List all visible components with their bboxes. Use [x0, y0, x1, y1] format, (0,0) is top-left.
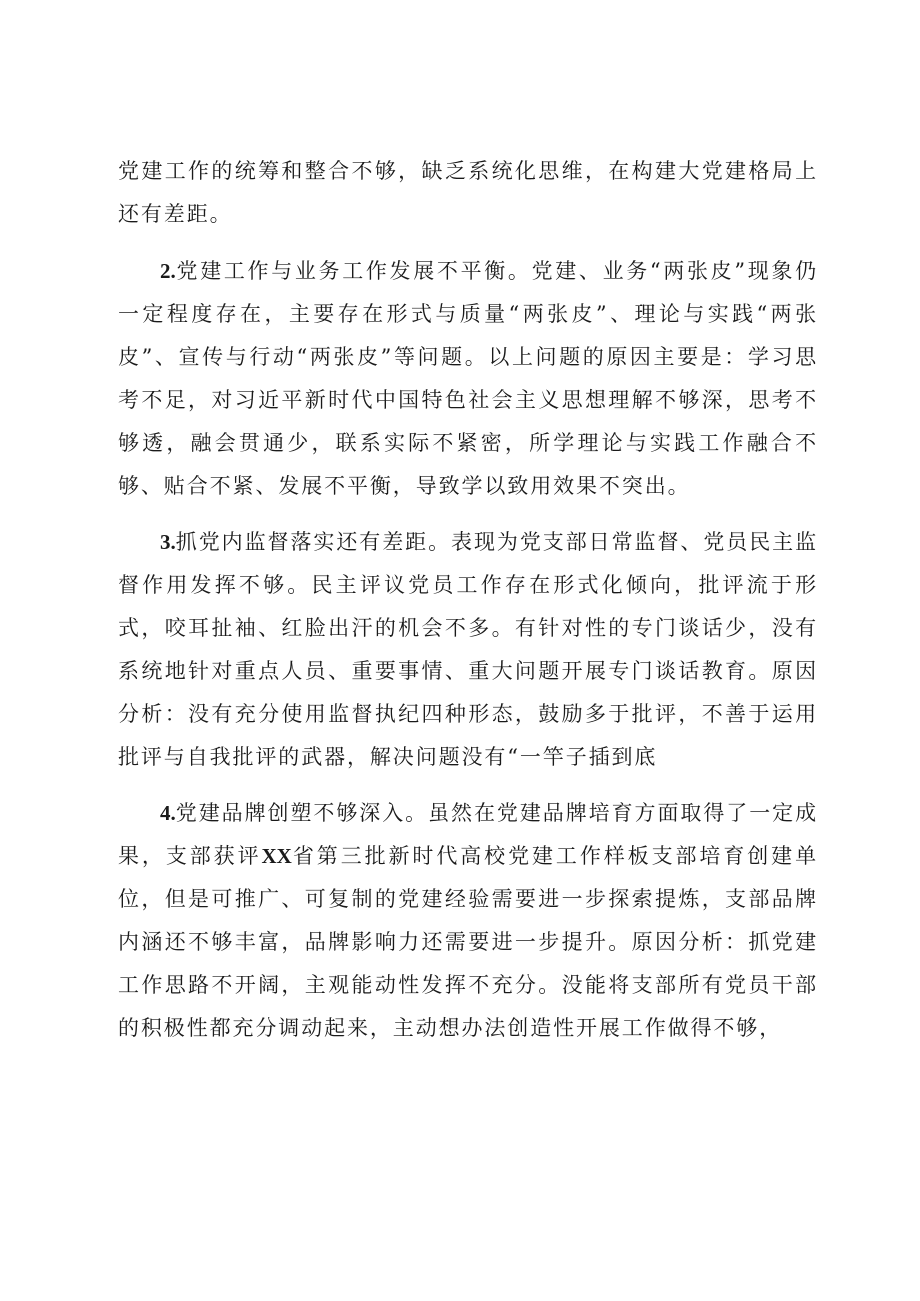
paragraph-3: [118, 521, 818, 779]
document-body: [118, 150, 818, 1050]
paragraph-1-text: 党建工作的统筹和整合不够，缺乏系统化思维，在构建大党建格局上还有差距。: [118, 159, 818, 226]
paragraph-4-number: 4: [160, 801, 171, 825]
paragraph-2: [118, 250, 818, 508]
paragraph-4-text-before: 党建品牌创塑不够深入。虽然在党建品牌培育方面取得了一定成果，支部获评: [118, 801, 818, 868]
paragraph-1: [118, 150, 818, 236]
paragraph-4-bold-placeholder: XX: [261, 844, 292, 868]
paragraph-4-separator: .: [170, 801, 176, 825]
paragraph-3-separator: .: [170, 530, 176, 554]
paragraph-2-number: 2: [160, 259, 171, 283]
paragraph-3-number: 3: [160, 530, 171, 554]
paragraph-4-text-after: 省第三批新时代高校党建工作样板支部培育创建单位，但是可推广、可复制的党建经验需要进一步探索提炼，支部品牌内涵还不够丰富，品牌影响力还需要进一步提升。原因分析：抓党建工作思路不开阔，主观能动性发挥不充分。没能将支部所有党员干部的积极性都充分调动起来，主动想办法创造性开展工作做得不够，: [118, 844, 818, 1040]
paragraph-2-separator: .: [170, 259, 176, 283]
paragraph-2-text: 党建工作与业务工作发展不平衡。党建、业务“两张皮”现象仍一定程度存在，主要存在形式与质量“两张皮”、理论与实践“两张皮”、宣传与行动“两张皮”等问题。以上问题的原因主要是：学习思考不足，对习近平新时代中国特色社会主义思想理解不够深，思考不够透，融会贯通少，联系实际不紧密，所学理论与实践工作融合不够、贴合不紧、发展不平衡，导致学以致用效果不突出。: [118, 259, 818, 498]
paragraph-4: [118, 792, 818, 1050]
paragraph-3-text: 抓党内监督落实还有差距。表现为党支部日常监督、党员民主监督作用发挥不够。民主评议党员工作存在形式化倾向，批评流于形式，咬耳扯袖、红脸出汗的机会不多。有针对性的专门谈话少，没有系统地针对重点人员、重要事情、重大问题开展专门谈话教育。原因分析：没有充分使用监督执纪四种形态，鼓励多于批评，不善于运用批评与自我批评的武器，解决问题没有“一竿子插到底: [118, 530, 818, 769]
